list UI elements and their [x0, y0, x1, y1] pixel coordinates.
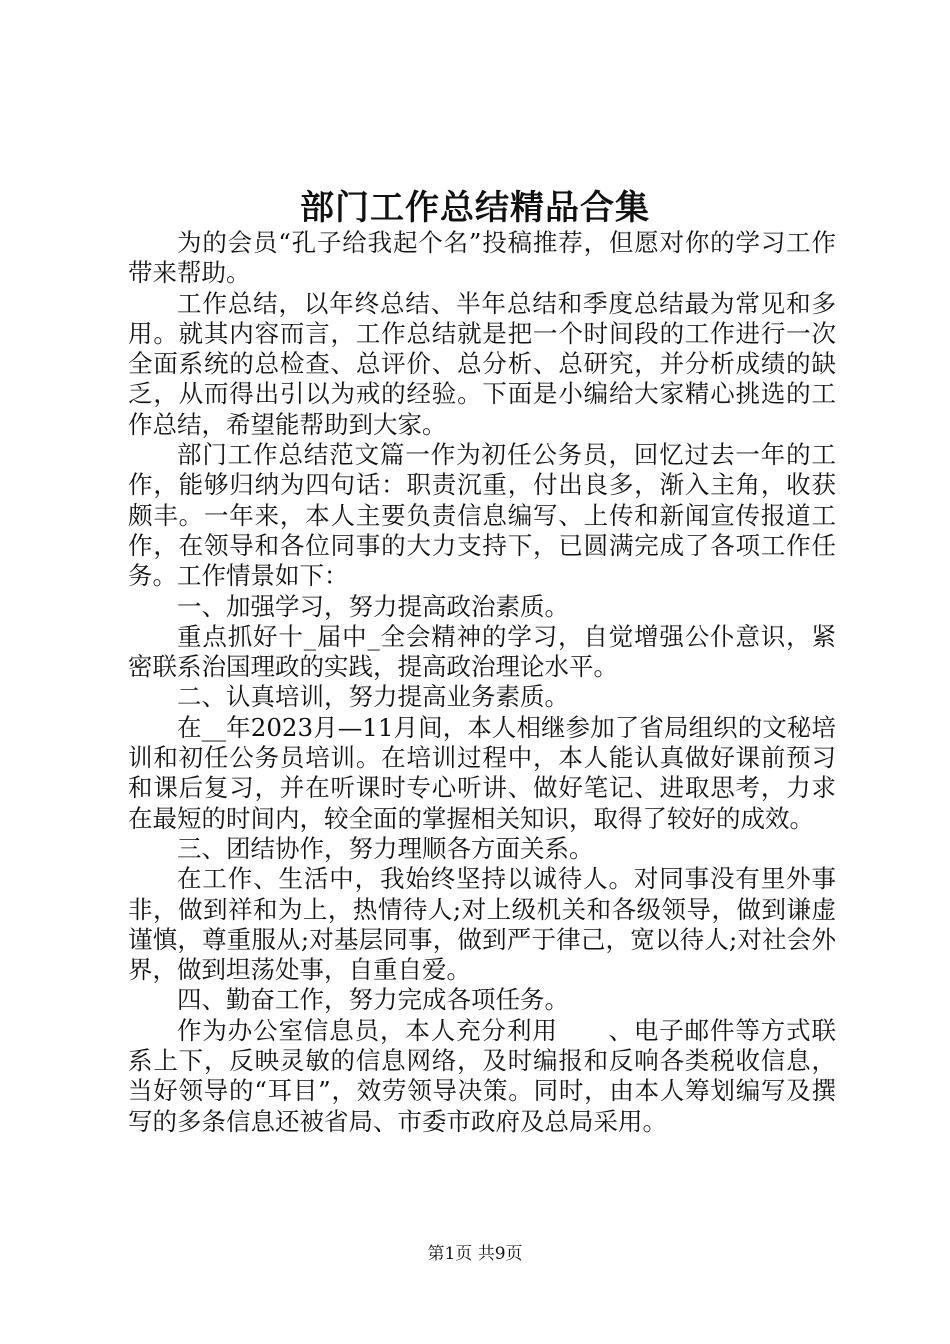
- paragraph-intro: 为的会员“孔子给我起个名”投稿推荐，但愿对你的学习工作带来帮助。: [128, 228, 836, 288]
- paragraph-section-one: 重点抓好十_届中_全会精神的学习，自觉增强公仆意识，紧密联系治国理政的实践，提高政治理论水平。: [128, 621, 836, 682]
- heading-section-four: 四、勤奋工作，努力完成各项任务。: [177, 985, 569, 1015]
- paragraph-sample-one: 部门工作总结范文篇一作为初任公务员，回忆过去一年的工作，能够归纳为四句话：职责沉重，付出良多，渐入主角，收获颇丰。一年来，本人主要负责信息编写、上传和新闻宣传报道工作，在领导和各位同事的大力支持下，已圆满完成了各项工作任务。工作情景如下：: [128, 440, 836, 591]
- page-number-footer: 第1页 共9页: [427, 1244, 523, 1264]
- heading-section-two: 二、认真培训，努力提高业务素质。: [177, 682, 569, 712]
- paragraph-section-three: 在工作、生活中，我始终坚持以诚待人。对同事没有里外事非，做到祥和为上，热情待人;对上级机关和各级领导，做到谦虚谨慎，尊重服从;对基层同事，做到严于律己，宽以待人;对社会外界，做到坦荡处事，自重自爱。: [128, 864, 836, 985]
- paragraph-section-four: 作为办公室信息员，本人充分利用 、电子邮件等方式联系上下，反映灵敏的信息网络，及时编报和反响各类税收信息，当好领导的“耳目”，效劳领导决策。同时，由本人筹划编写及撰写的多条信息还被省局、市委市政府及总局采用。: [128, 1015, 836, 1136]
- heading-section-one: 一、加强学习，努力提高政治素质。: [177, 591, 569, 621]
- document-body: [128, 228, 836, 1137]
- paragraph-section-two: 在__年2023月—11月间，本人相继参加了省局组织的文秘培训和初任公务员培训。在培训过程中，本人能认真做好课前预习和课后复习，并在听课时专心听讲、做好笔记、进取思考，力求在最短的时间内，较全面的掌握相关知识，取得了较好的成效。: [128, 712, 836, 833]
- paragraph-definition: 工作总结，以年终总结、半年总结和季度总结最为常见和多用。就其内容而言，工作总结就是把一个时间段的工作进行一次全面系统的总检查、总评价、总分析、总研究，并分析成绩的缺乏，从而得出引以为戒的经验。下面是小编给大家精心挑选的工作总结，希望能帮助到大家。: [128, 288, 836, 439]
- heading-section-three: 三、团结协作，努力理顺各方面关系。: [177, 833, 594, 863]
- document-title: 部门工作总结精品合集: [300, 188, 650, 228]
